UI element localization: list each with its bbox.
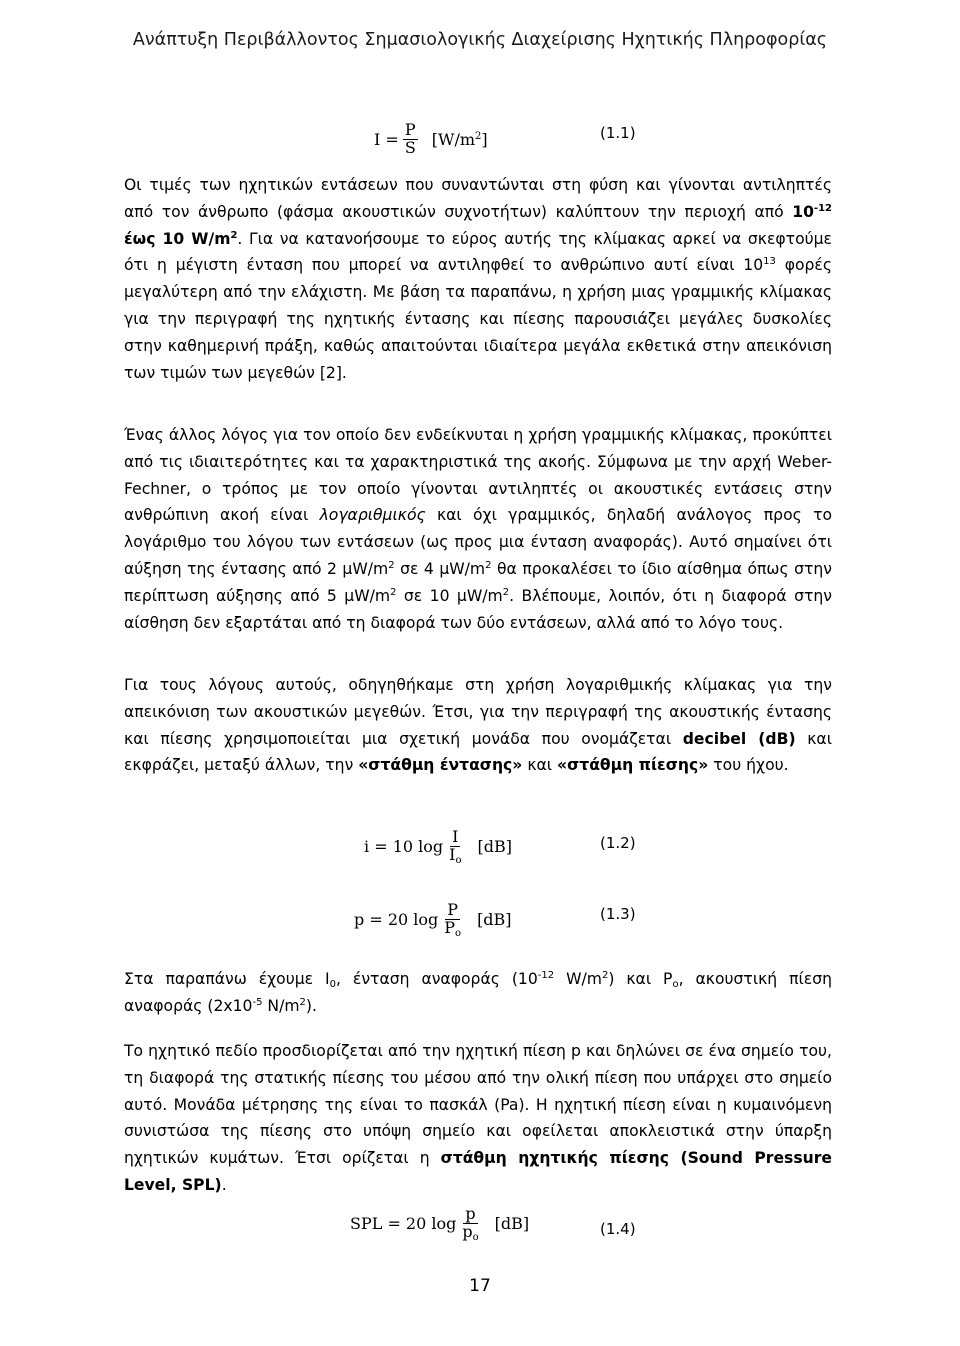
equation-number-1-3: (1.3) <box>600 905 636 923</box>
page-number: 17 <box>469 1276 491 1296</box>
eq2-denominator: $I_o$ <box>449 844 462 866</box>
eq3-unit: [dB] <box>477 909 512 929</box>
equation-1-4 <box>350 1206 529 1241</box>
equation-1-3 <box>354 902 512 937</box>
eq3-fraction <box>442 902 463 937</box>
eq4-unit: [dB] <box>494 1213 530 1233</box>
eq2-unit: [dB] <box>477 836 512 856</box>
paragraph-2: Ένας άλλος λόγος για τον οποίο δεν ενδείκνυται η χρήση γραμμικής κλίμακας, προκύπτει από τις ιδιαιτερότητες και τα χαρακτηριστικά της ακοής. Σύμφωνα με την αρχή Weber-Fechner, ο τρόπος με τον οποίο γίνονται αντιληπτές οι ακουστικές εντάσεις στην ανθρώπινη ακοή είναι λογαριθμικός και όχι γραμμικός, δηλαδή ανάλογος προς το λογάριθμο του λόγου των εντάσεων (ως προς μια ένταση αναφοράς). Αυτό σημαίνει ότι αύξηση της έντασης από 2 $\mu W/m^2$ σε 4 $\mu W/m^2$ θα προκαλέσει το ίδιο αίσθημα όπως στην περίπτωση αύξησης από 5 $\mu W/m^2$ σε 10 $\mu W/m^2$. Βλέπουμε, λοιπόν, ότι η διαφορά στην αίσθηση δεν εξαρτάται από τη διαφορά των δύο εντάσεων, αλλά από το λόγο τους. <box>124 426 832 632</box>
eq4-denominator: $p_o$ <box>462 1221 479 1243</box>
eq4-lhs: SPL = 20 log <box>350 1213 457 1233</box>
paragraph-1: Οι τιμές των ηχητικών εντάσεων που συναντώνται στη φύση και γίνονται αντιληπτές από τον άνθρωπο (φάσμα ακουστικών συχνοτήτων) καλύπτουν την περιοχή από $10^{-12}$ έως 10 $W/m^2$. Για να κατανοήσουμε το εύρος αυτής της κλίμακας αρκεί να σκεφτούμε ότι η μέγιστη ένταση που μπορεί να αντιληφθεί το ανθρώπινο αυτί είναι $10^{13}$ φορές μεγαλύτερη από την ελάχιστη. Με βάση τα παραπάνω, η χρήση μιας γραμμικής κλίμακας για την περιγραφή της ηχητικής έντασης και πίεσης παρουσιάζει μεγάλες δυσκολίες στην καθημερινή πράξη, καθώς απαιτούνται ιδιαίτερα μεγάλα εκθετικά στην απεικόνιση των τιμών των μεγεθών [2]. <box>124 176 833 382</box>
eq1-fraction <box>403 122 418 157</box>
eq2-lhs: i = 10 log <box>364 836 444 856</box>
eq3-denominator: $P_o$ <box>444 917 462 939</box>
paragraph-3: Για τους λόγους αυτούς, οδηγηθήκαμε στη χρήση λογαριθμικής κλίμακας για την απεικόνιση των ακουστικών μεγεθών. Έτσι, για την περιγραφή της ακουστικής έντασης και πίεσης χρησιμοποιείται μια σχετική μονάδα που ονομάζεται decibel (dB) και εκφράζει, μεταξύ άλλων, την «στάθμη έντασης» και «στάθμη πίεσης» του ήχου. <box>124 676 832 775</box>
eq1-unit: $[W/m^2]$ <box>431 129 488 149</box>
eq3-numerator: P <box>447 900 459 919</box>
eq1-denominator: S <box>404 137 416 157</box>
equation-number-1-1: (1.1) <box>600 124 636 142</box>
eq1-numerator: P <box>404 120 416 139</box>
eq2-numerator: I <box>452 827 459 846</box>
page-header: Ανάπτυξη Περιβάλλοντος Σημασιολογικής Διαχείρισης Ηχητικής Πληροφορίας <box>132 30 828 50</box>
eq4-fraction <box>460 1206 480 1241</box>
equation-1-2 <box>364 829 512 864</box>
paragraph-4: Στα παραπάνω έχουμε $I_0$, ένταση αναφοράς ($10^{-12}$ $W/m^2$) και $P_o$, ακουστική πίεση αναφοράς ($2x10^{-5}$ $N/m^2$). <box>124 970 832 1015</box>
equation-number-1-2: (1.2) <box>600 834 636 852</box>
eq2-fraction <box>447 829 463 864</box>
equation-number-1-4: (1.4) <box>600 1220 636 1238</box>
paragraph-5: Το ηχητικό πεδίο προσδιορίζεται από την ηχητική πίεση p και δηλώνει σε ένα σημείο του, τη διαφορά της στατικής πίεσης του μέσου από την ολική πίεση που υπάρχει στο σημείο αυτό. Μονάδα μέτρησης της είναι το πασκάλ (Pa). Η ηχητική πίεση είναι η κυμαινόμενη συνιστώσα της πίεσης στο υπόψη σημείο και οφείλεται αποκλειστικά στην ύπαρξη ηχητικών κυμάτων. Έτσι ορίζεται η στάθμη ηχητικής πίεσης (Sound Pressure Level, SPL). <box>124 1042 832 1194</box>
eq1-lhs: I = <box>374 129 399 149</box>
eq3-lhs: p = 20 log <box>354 909 439 929</box>
equation-1-1 <box>374 122 488 157</box>
eq4-numerator: p <box>465 1204 476 1223</box>
